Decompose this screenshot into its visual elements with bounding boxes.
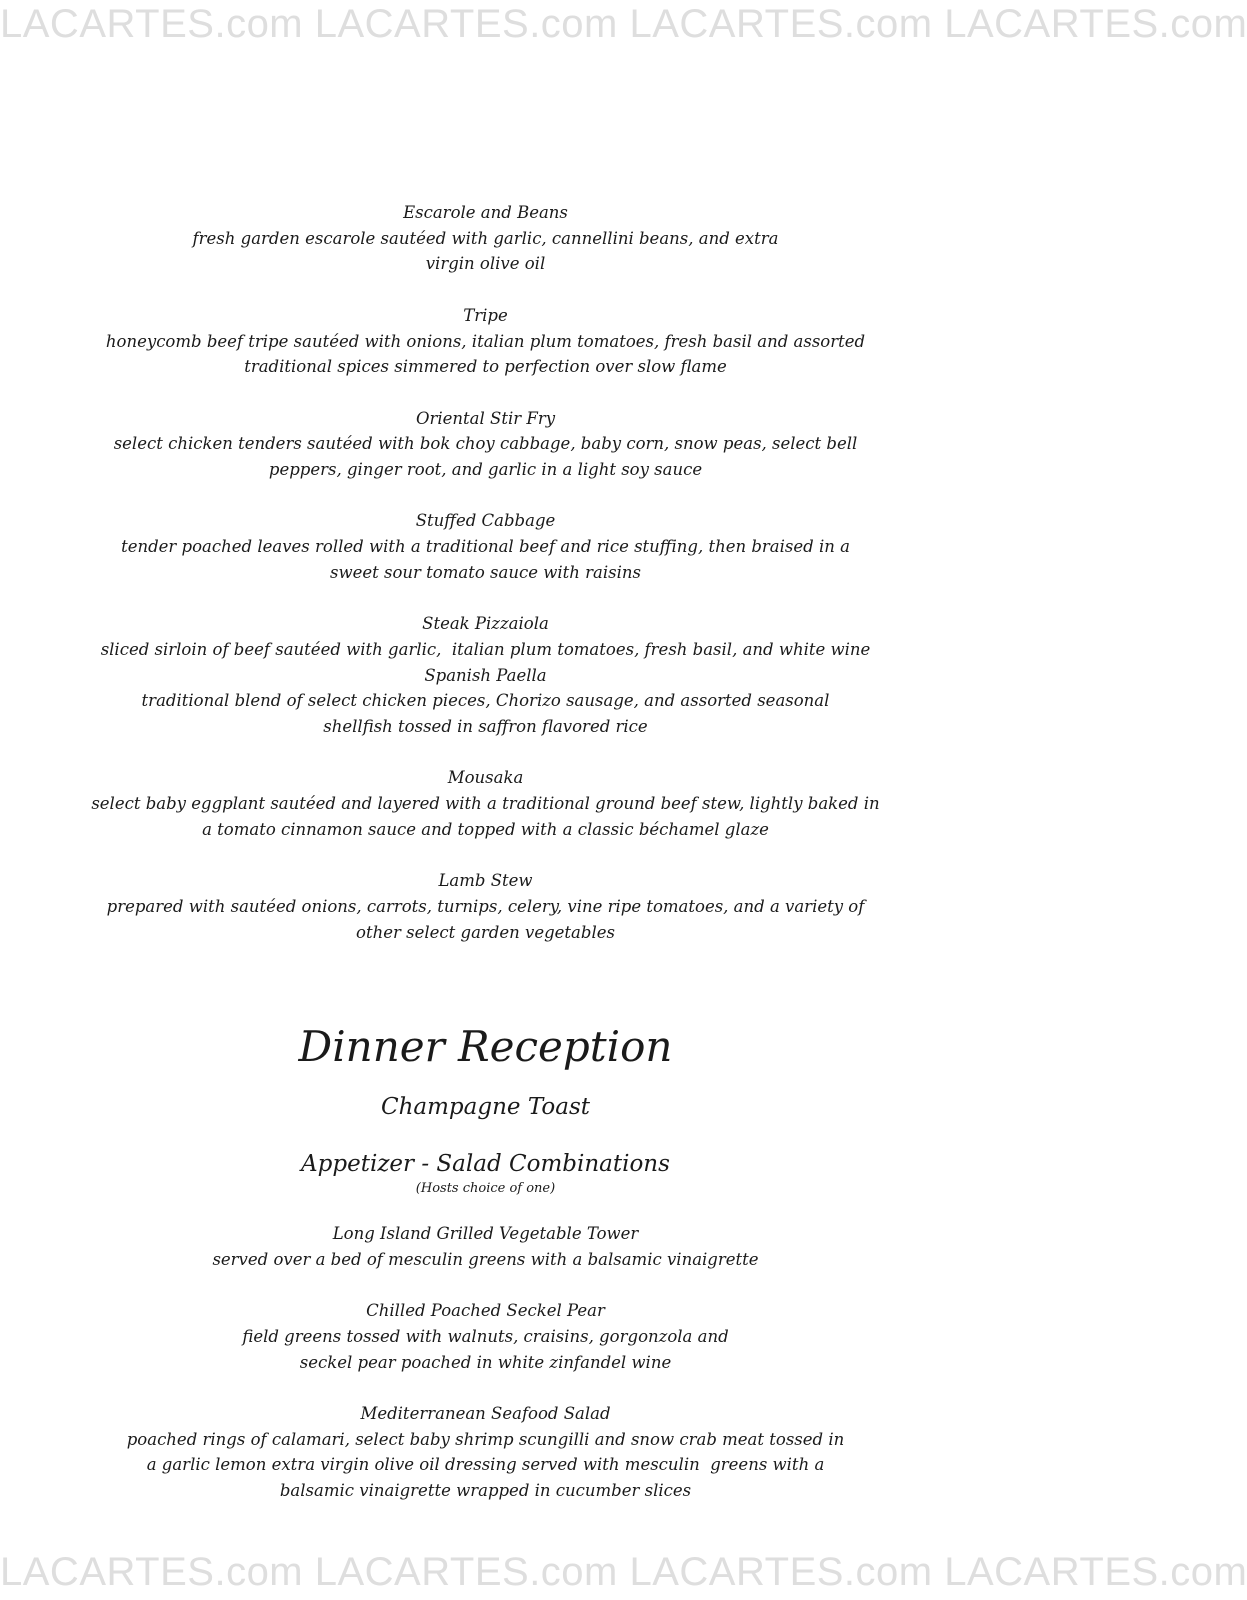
dish-item: [60, 508, 911, 585]
dish-item: [60, 663, 911, 740]
dish-item: [60, 611, 911, 662]
section-title: Dinner Reception: [298, 1022, 673, 1071]
salad-description-line: a garlic lemon extra virgin olive oil dressing served with mesculin greens with a: [146, 1455, 825, 1475]
dish-item: [60, 303, 911, 380]
salad-description-line: field greens tossed with walnuts, craisins, gorgonzola and: [242, 1326, 729, 1346]
dish-description: select baby eggplant sautéed and layered with a traditional ground beef stew, lightly baked in a tomato cinnamon sauce and topped with a classic béchamel glaze: [91, 794, 880, 839]
champagne-toast-heading: Champagne Toast: [381, 1094, 590, 1120]
dish-description: tender poached leaves rolled with a traditional beef and rice stuffing, then braised in a sweet sour tomato sauce with raisins: [121, 537, 850, 582]
dish-description: select chicken tenders sautéed with bok choy cabbage, baby corn, snow peas, select bell peppers, ginger root, and garlic in a light soy sauce: [113, 434, 858, 479]
dish-item: [60, 406, 911, 483]
salad-item: [60, 1401, 911, 1504]
salad-description-line: poached rings of calamari, select baby shrimp scungilli and snow crab meat tossed in: [126, 1429, 845, 1449]
salad-name: Chilled Poached Seckel Pear: [366, 1301, 605, 1321]
dinner-reception-section: [60, 1022, 911, 1504]
dish-description: prepared with sautéed onions, carrots, turnips, celery, vine ripe tomatoes, and a variety of other select garden vegetables: [106, 896, 865, 942]
dish-name: Spanish Paella: [424, 665, 547, 685]
watermark-bottom: LACARTES.com LACARTES.com LACARTES.com LACARTES.com: [0, 1550, 1247, 1594]
dish-name: Steak Pizzaiola: [422, 614, 549, 634]
dish-item: [60, 765, 911, 842]
dish-name: Escarole and Beans: [403, 203, 568, 222]
dish-name: Lamb Stew: [438, 871, 533, 891]
salad-item: [60, 1298, 911, 1375]
dish-name: Mousaka: [447, 768, 524, 788]
dish-item: [60, 868, 911, 945]
salad-name: Mediterranean Seafood Salad: [360, 1403, 611, 1423]
salad-item: [60, 1221, 911, 1272]
dish-name: Stuffed Cabbage: [415, 511, 556, 531]
salad-name: Long Island Grilled Vegetable Tower: [332, 1224, 639, 1243]
dish-name: Tripe: [463, 305, 508, 325]
watermark-top: LACARTES.com LACARTES.com LACARTES.com LACARTES.com: [0, 2, 1247, 46]
dish-description: fresh garden escarole sautéed with garlic, cannellini beans, and extra virgin olive oil: [192, 228, 779, 274]
dish-description: honeycomb beef tripe sautéed with onions, italian plum tomatoes, fresh basil and assorted traditional spices simmered to perfection over slow flame: [105, 331, 866, 377]
salad-description-line: served over a bed of mesculin greens with a balsamic vinaigrette: [212, 1249, 759, 1269]
salad-description-line: balsamic vinaigrette wrapped in cucumber slices: [279, 1481, 692, 1500]
appetizer-salad-heading: Appetizer - Salad Combinations: [301, 1151, 670, 1177]
dish-description: sliced sirloin of beef sautéed with garlic, italian plum tomatoes, fresh basil, and white wine: [100, 639, 871, 659]
dish-description: traditional blend of select chicken pieces, Chorizo sausage, and assorted seasonal shellfish tossed in saffron flavored rice: [141, 691, 830, 736]
salad-description-line: seckel pear poached in white zinfandel wine: [299, 1352, 672, 1372]
dish-list: [60, 200, 911, 945]
dish-item: [60, 200, 911, 277]
dish-name: Oriental Stir Fry: [415, 408, 556, 428]
salad-list: [60, 1221, 911, 1504]
hosts-choice-note: (Hosts choice of one): [415, 1181, 556, 1196]
